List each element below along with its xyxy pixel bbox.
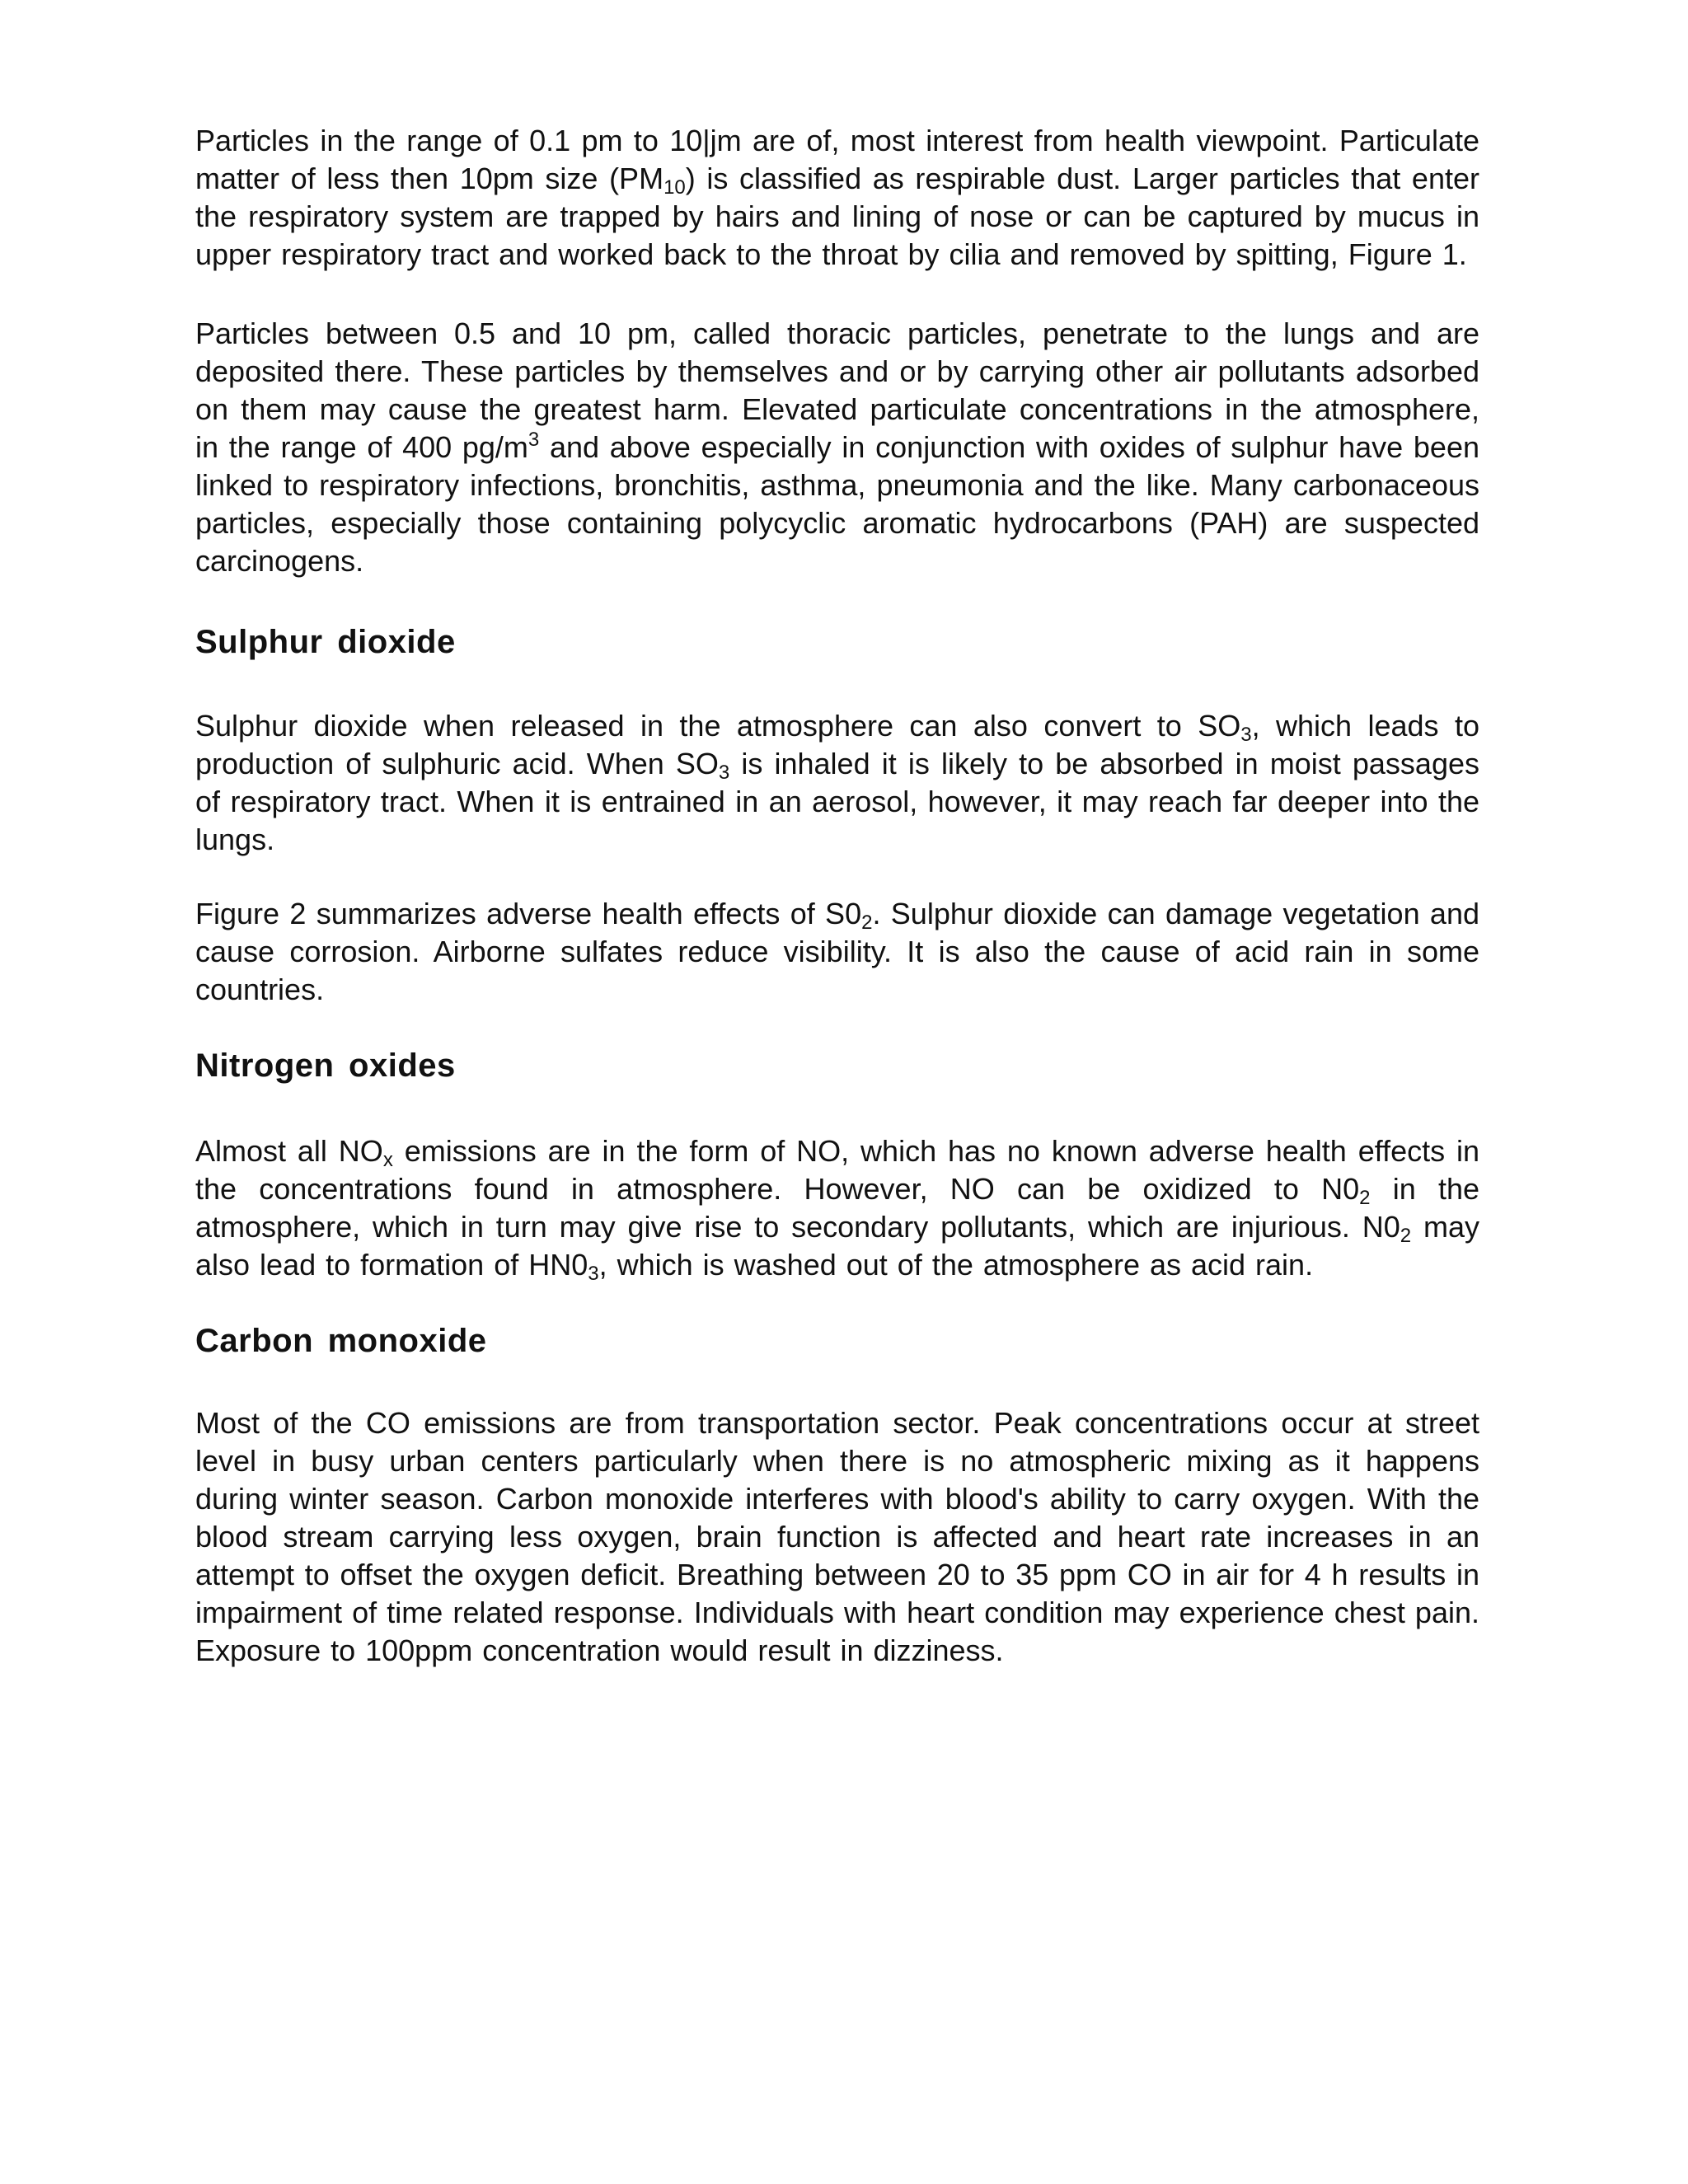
heading-sulphur-dioxide: Sulphur dioxide (195, 624, 456, 660)
superscript: 3 (528, 429, 540, 451)
text-run: . Sulphur dioxide can damage vegetation and cause corrosion. Airborne sulfates reduce visibility. It is also the cause of acid rain in some countries. (195, 897, 1480, 1006)
paragraph-so2-effects (195, 895, 1479, 1009)
subscript: 10 (663, 176, 686, 199)
paragraph-co-emissions (195, 1404, 1479, 1670)
text-run: ) is classified as respirable dust. Larger particles that enter the respiratory system are trapped by hairs and lining of nose or can be captured by mucus in upper respiratory tract and worked back to the throat by cilia and removed by spitting, Figure 1. (195, 162, 1479, 271)
subscript: 3 (718, 762, 730, 784)
text-run: Particles between 0.5 and 10 pm, called thoracic particles, penetrate to the lungs and are deposited there. These particles by themselves and or by carrying other air pollutants adsorbed on them may cause the greatest harm. Elevated particulate concentrations in the atmosphere, in the range of 400 pg/m (195, 316, 1479, 464)
subscript: 3 (588, 1263, 599, 1285)
text-run: is inhaled it is likely to be absorbed in moist passages of respiratory tract. When it is entrained in an aerosol, however, it may reach far deeper into the lungs. (195, 747, 1479, 856)
text-run: Almost all NO (195, 1134, 383, 1168)
text-run: and above especially in conjunction with oxides of sulphur have been linked to respiratory infections, bronchitis, asthma, pneumonia and the like. Many carbonaceous particles, especially those containing polycyclic aromatic hydrocarbons (PAH) are suspected carcinogens. (195, 430, 1479, 578)
text-run: may also lead to formation of HN0 (195, 1210, 1479, 1282)
paragraph-so3-conversion (195, 707, 1479, 859)
text-run: , which is washed out of the atmosphere as acid rain. (598, 1248, 1314, 1282)
text-run: emissions are in the form of NO, which has no known adverse health effects in the concentrations found in atmosphere. However, NO can be oxidized to N0 (195, 1134, 1479, 1206)
text-run: , which leads to production of sulphuric acid. When SO (195, 709, 1479, 780)
text-run: in the atmosphere, which in turn may give rise to secondary pollutants, which are injurious. N0 (195, 1172, 1479, 1244)
paragraph-nox-emissions (195, 1132, 1479, 1284)
text-run: Sulphur dioxide when released in the atmosphere can also convert to SO (195, 709, 1241, 743)
heading-carbon-monoxide: Carbon monoxide (195, 1323, 487, 1359)
subscript: 2 (1359, 1187, 1371, 1209)
text-run: Figure 2 summarizes adverse health effects of S0 (195, 897, 862, 930)
subscript: 2 (1400, 1225, 1412, 1247)
text-run: Most of the CO emissions are from transportation sector. Peak concentrations occur at street level in busy urban centers particularly when there is no atmospheric mixing as it happens during winter season. Carbon monoxide interferes with blood's ability to carry oxygen. With the blood stream carrying less oxygen, brain function is affected and heart rate increases in an attempt to offset the oxygen deficit. Breathing between 20 to 35 ppm CO in air for 4 h results in impairment of time related response. Individuals with heart condition may experience chest pain. Exposure to 100ppm concentration would result in dizziness. (195, 1406, 1479, 1667)
document-page (195, 122, 1479, 1670)
subscript: 3 (1240, 724, 1252, 746)
subscript: 2 (861, 912, 873, 934)
heading-nitrogen-oxides: Nitrogen oxides (195, 1047, 456, 1084)
paragraph-thoracic-particles (195, 315, 1479, 580)
text-run: Particles in the range of 0.1 pm to 10|jm are of, most interest from health viewpoint. Particulate matter of less then 10pm size (PM (195, 124, 1479, 195)
paragraph-particle-size (195, 122, 1479, 274)
subscript: x (382, 1149, 393, 1171)
